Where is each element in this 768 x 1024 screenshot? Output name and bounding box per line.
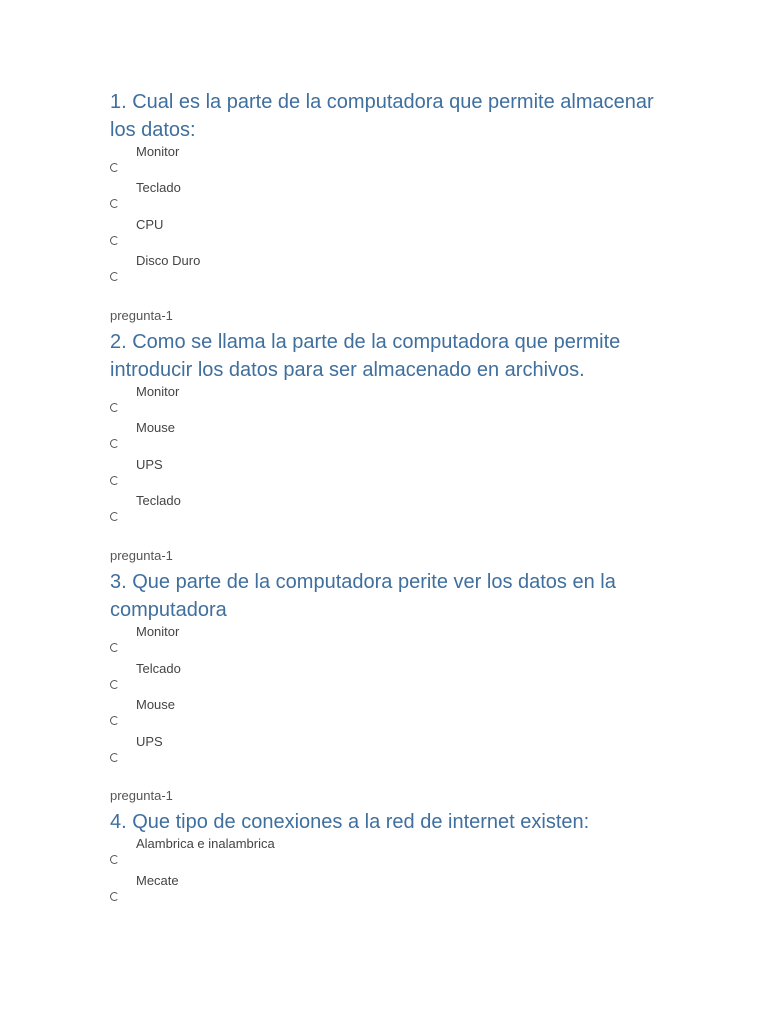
option-label: CPU [136,217,164,232]
question-title: 2. Como se llama la parte de la computadora que permite introducir los datos para ser almacenado en archivos. [110,331,621,381]
radio-button[interactable] [110,272,119,281]
option-label: Teclado [136,180,181,195]
option-label: Monitor [136,384,180,399]
question-label: pregunta-1 [110,788,173,803]
option-label: Monitor [136,144,180,159]
option-label: Alambrica e inalambrica [136,836,275,851]
radio-button[interactable] [110,680,119,689]
option-label: Disco Duro [136,253,201,268]
option-label: UPS [136,734,163,749]
radio-button[interactable] [110,716,119,725]
question-label: pregunta-1 [110,548,173,563]
option-label: Teclado [136,493,181,508]
option-disco-duro[interactable] [110,253,410,297]
radio-button[interactable] [110,855,119,864]
radio-button[interactable] [110,512,119,521]
option-label: Mouse [136,697,176,712]
radio-button[interactable] [110,476,119,485]
option-label: Mouse [136,420,176,435]
option-ups[interactable] [110,734,410,778]
question-label: pregunta-1 [110,308,173,323]
radio-button[interactable] [110,403,119,412]
radio-button[interactable] [110,163,119,172]
question-title: 3. Que parte de la computadora perite ver los datos en la computadora [110,571,616,621]
radio-button[interactable] [110,753,119,762]
radio-button[interactable] [110,643,119,652]
option-label: Telcado [136,661,181,676]
option-label: Mecate [136,873,179,888]
question-title: 1. Cual es la parte de la computadora que permite almacenar los datos: [110,91,654,141]
radio-button[interactable] [110,236,119,245]
radio-button[interactable] [110,892,119,901]
radio-button[interactable] [110,439,119,448]
option-label: UPS [136,457,163,472]
option-teclado[interactable] [110,493,410,537]
question-title: 4. Que tipo de conexiones a la red de internet existen: [110,811,590,833]
option-label: Monitor [136,624,180,639]
option-mecate[interactable] [110,873,410,917]
radio-button[interactable] [110,199,119,208]
